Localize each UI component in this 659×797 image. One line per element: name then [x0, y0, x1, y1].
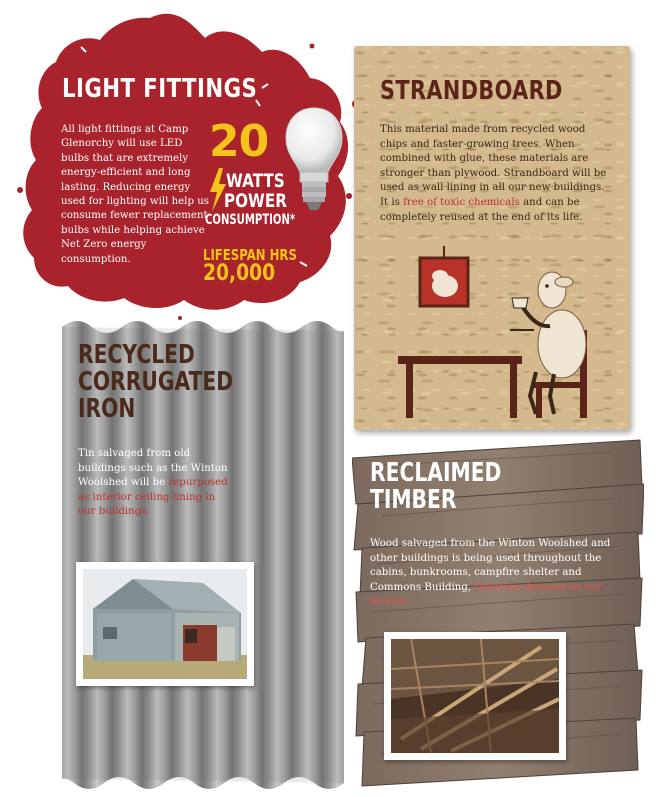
- lifespan-value: 20,000: [203, 261, 276, 286]
- reclaimed-timber-text: Wood salvaged from the Winton Woolshed and other buildings is being used throughout the cabins, bunkrooms, campfire shelter and Commons Building,: [370, 538, 611, 593]
- corrugated-iron-title-line2: CORRUGATED: [78, 367, 234, 397]
- corrugated-iron-title-line1: RECYCLED: [78, 340, 195, 370]
- power-label: POWER: [224, 190, 287, 212]
- corrugated-iron-text: Tin salvaged from old buildings such as the Winton Woolshed will be: [78, 448, 228, 489]
- reclaimed-timber-title-line1: RECLAIMED: [370, 458, 502, 488]
- woolshed-roof-timber-photo: [391, 639, 559, 753]
- reclaimed-timber-highlight: reducing demand on our forests.: [370, 581, 602, 608]
- reclaimed-timber-description: [370, 537, 622, 610]
- light-fittings-title: LIGHT FITTINGS: [62, 74, 258, 104]
- led-bulb-icon: [282, 104, 346, 216]
- corrugated-iron-title-line3: IRON: [78, 394, 136, 424]
- lifespan-label: LIFESPAN HRS: [203, 246, 297, 264]
- strandboard-text-1: This material made from recycled wood chips and faster-growing trees. When combined with glue, these materials are stronger than plywood. Strandboard will be used as wall lining in all our new buildings. It is: [380, 124, 607, 208]
- old-tin-barn-photo: [83, 569, 247, 679]
- sheep-drinking-tea-illustration: [384, 246, 620, 420]
- watts-number: 20: [209, 116, 269, 167]
- light-fittings-description: All light fittings at Camp Glenorchy will use LED bulbs that are extremely energy-efficient and long lasting. Reducing energy used for lighting will help us consume fewer replacement bulbs while helping achieve Net Zero energy consumption.: [61, 124, 209, 265]
- strandboard-title: STRANDBOARD: [380, 76, 563, 106]
- corrugated-iron-highlight: repurposed as interior ceiling lining in our buildings.: [78, 477, 228, 518]
- strandboard-text-2: and can be completely reused at the end of its life.: [380, 196, 583, 223]
- strandboard-highlight: free of toxic chemicals: [403, 196, 520, 208]
- reclaimed-timber-title: [370, 460, 501, 514]
- corrugated-iron-title: [78, 342, 233, 423]
- consumption-label: CONSUMPTION*: [205, 212, 296, 228]
- watts-label: WATTS: [226, 170, 285, 192]
- corrugated-iron-description: [78, 447, 228, 520]
- reclaimed-timber-title-line2: TIMBER: [370, 485, 457, 515]
- strandboard-description: [380, 123, 612, 225]
